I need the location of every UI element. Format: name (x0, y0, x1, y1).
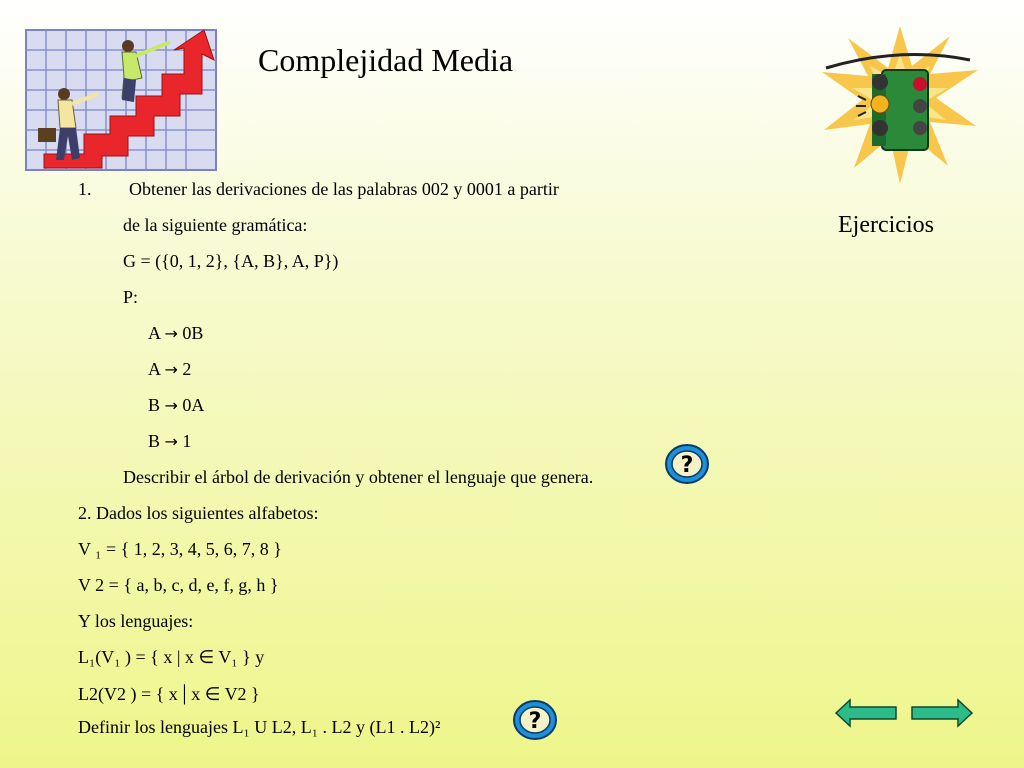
language-l1-part-1: L₁(V₁ ) = { x | x (78, 647, 194, 667)
previous-slide-button[interactable] (834, 698, 898, 728)
business-growth-clipart (24, 28, 220, 174)
productions-label: P: (123, 287, 139, 307)
exercise-1-task: Describir el árbol de derivación y obtener el lenguaje que genera. (123, 467, 594, 487)
alphabet-v1: V ₁ = { 1, 2, 3, 4, 5, 6, 7, 8 } (78, 539, 282, 559)
exercise-2-intro: 2. Dados los siguientes alfabetos: (78, 503, 319, 523)
question-mark-icon: ? (528, 709, 542, 734)
production-lhs: B (148, 395, 161, 415)
arrow-right-icon (912, 700, 972, 726)
question-mark-icon: ? (680, 453, 694, 478)
production-rule (148, 394, 204, 417)
language-l2-part-1: L2(V2 ) = { x (78, 684, 178, 704)
exercise-1-number: 1. (78, 179, 92, 199)
such-that-bar: | (182, 680, 187, 705)
production-rule (148, 322, 203, 345)
language-l1-definition (78, 646, 264, 669)
production-arrow-icon: → (164, 432, 178, 451)
help-button-1[interactable] (664, 442, 710, 486)
next-slide-button[interactable] (910, 698, 974, 728)
production-arrow-icon: → (164, 396, 178, 415)
languages-label: Y los lenguajes: (78, 611, 194, 631)
production-arrow-icon: → (164, 360, 178, 379)
traffic-light-icon (820, 26, 980, 186)
help-button-2[interactable] (512, 698, 558, 742)
production-rhs: 1 (182, 431, 192, 451)
grammar-definition: G = ({0, 1, 2}, {A, B}, A, P}) (123, 251, 339, 271)
production-lhs: A (148, 323, 161, 343)
production-rhs: 0B (182, 323, 204, 343)
language-l2-definition (78, 682, 260, 706)
production-lhs: B (148, 431, 161, 451)
production-rhs: 2 (182, 359, 192, 379)
element-of-icon: ∈ (204, 684, 221, 705)
exercises-label: Ejercicios (838, 212, 934, 238)
language-l1-part-2: V₁ } y (218, 647, 265, 667)
page-title: Complejidad Media (258, 42, 514, 78)
production-arrow-icon: → (164, 324, 178, 343)
alphabet-v2: V 2 = { a, b, c, d, e, f, g, h } (78, 575, 279, 595)
production-rule (148, 358, 191, 381)
language-l2-part-2: x (191, 684, 201, 704)
element-of-icon: ∈ (198, 647, 215, 668)
exercise-1-line-1: Obtener las derivaciones de las palabras 002 y 0001 a partir (129, 179, 559, 199)
language-l2-part-3: V2 } (224, 684, 260, 704)
exercise-2-task: Definir los lenguajes L₁ U L2, L₁ . L2 y (L1 . L2)² (78, 717, 441, 737)
arrow-left-icon (836, 700, 896, 726)
exercise-1-line-2: de la siguiente gramática: (123, 215, 308, 235)
production-rhs: 0A (182, 395, 205, 415)
production-lhs: A (148, 359, 161, 379)
production-rule (148, 430, 191, 453)
